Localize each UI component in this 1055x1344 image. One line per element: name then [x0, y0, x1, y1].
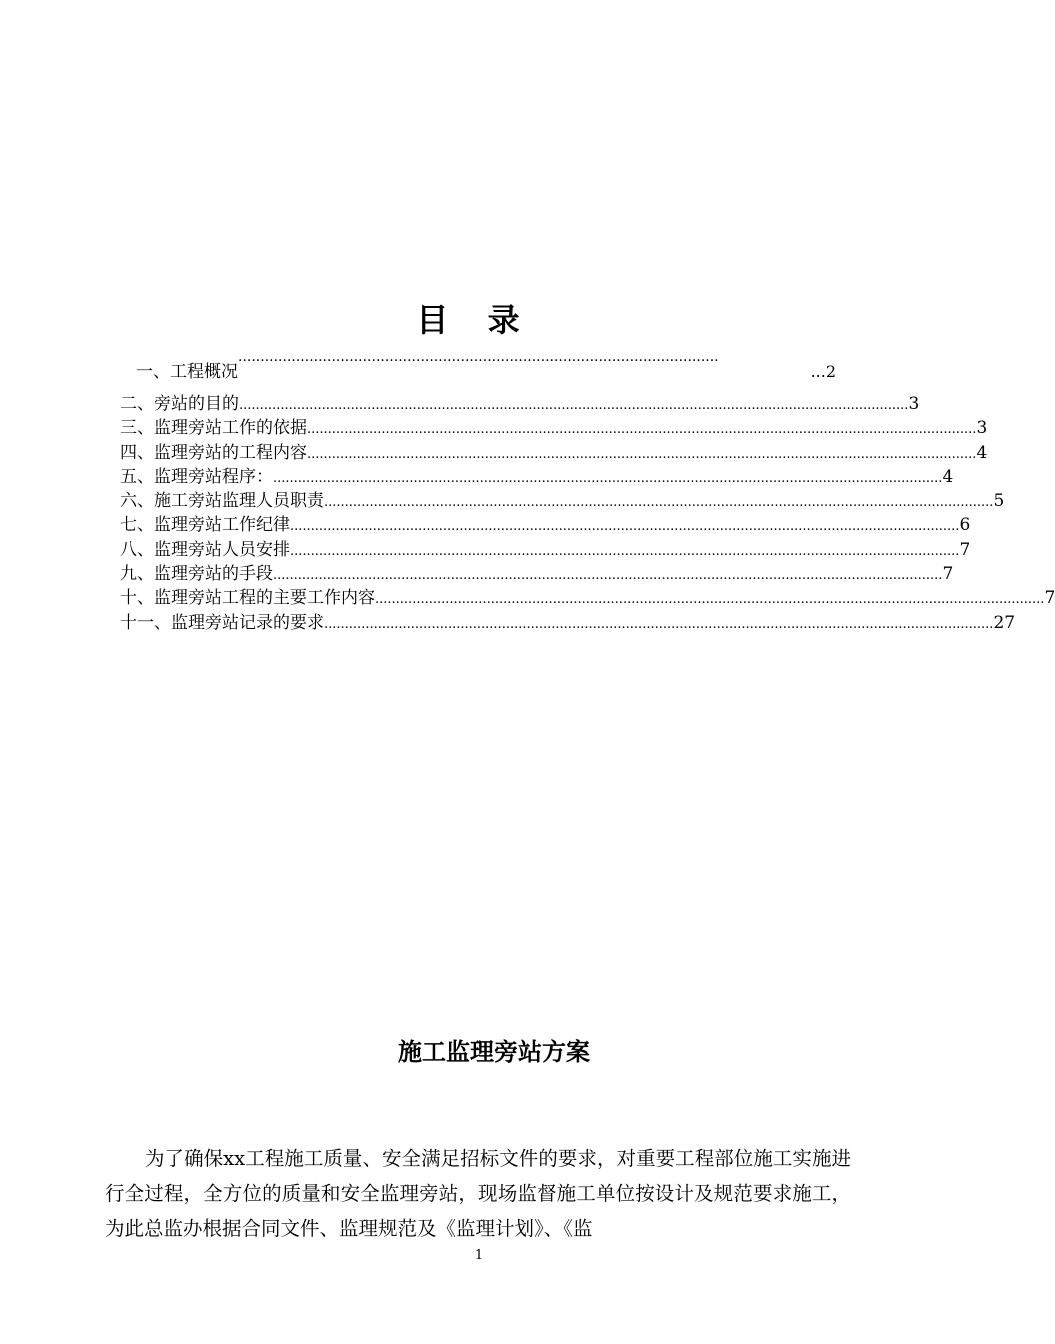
toc-item-page: ...2	[810, 362, 836, 381]
toc-item[interactable]	[120, 392, 920, 416]
toc-item-label: 一、工程概况	[136, 362, 238, 382]
toc-item[interactable]	[120, 416, 988, 440]
document-title: 施工监理旁站方案	[398, 1038, 590, 1066]
toc-item-page: 7	[1044, 588, 1055, 609]
toc-item[interactable]	[120, 611, 1016, 635]
toc-leader-dots: ..................................................................................................................................................................	[324, 495, 994, 511]
toc-item[interactable]	[120, 562, 954, 586]
toc-item-page: 4	[942, 466, 954, 487]
toc-leader-dots: ..................................................................................................................................................................	[307, 422, 977, 438]
toc-item[interactable]	[136, 352, 836, 382]
toc-item-label: 六、施工旁站监理人员职责	[120, 491, 324, 512]
toc-leader-dots: ..................................................................................................................................................................	[239, 398, 909, 413]
toc-item-label: 四、监理旁站的工程内容	[120, 442, 307, 463]
toc-leader-dots: ..................................................................................................................................................................	[307, 446, 977, 462]
toc-item[interactable]	[120, 441, 988, 465]
toc-item[interactable]	[120, 586, 1055, 610]
toc-leader-dots: ..................................................................................................................................................................	[375, 592, 1045, 608]
toc-leader-dots: ..................................................................................................................................................................	[273, 568, 943, 584]
toc-item-page: 5	[993, 491, 1005, 512]
toc-leader-dots: ..................................................................................................................................................................	[273, 470, 943, 486]
toc-item[interactable]	[120, 538, 971, 562]
toc-list	[120, 392, 1055, 635]
toc-item-label: 七、监理旁站工作纪律	[120, 515, 290, 536]
toc-item[interactable]	[120, 489, 1005, 513]
toc-title: 目 录	[416, 301, 534, 339]
toc-item-page: 6	[959, 515, 971, 536]
toc-item-label: 十一、监理旁站记录的要求	[120, 612, 324, 633]
toc-item-label: 八、监理旁站人员安排	[120, 539, 290, 560]
toc-item-page: 27	[993, 612, 1016, 633]
toc-item-label: 三、监理旁站工作的依据	[120, 418, 307, 439]
page-number: 1	[474, 1248, 484, 1263]
toc-leader-dots: ..................................................................................................................................................................	[290, 543, 960, 559]
toc-item-label: 二、旁站的目的	[120, 394, 239, 414]
toc-item[interactable]	[120, 513, 971, 537]
toc-item[interactable]	[120, 465, 954, 489]
toc-leader-dots: ..................................................................................................................................................................	[290, 519, 960, 535]
toc-item-page: 3	[976, 418, 988, 439]
toc-item-page: 4	[976, 442, 988, 463]
toc-item-page: 7	[959, 539, 971, 560]
toc-item-page: 3	[908, 394, 920, 414]
toc-item-label: 九、监理旁站的手段	[120, 564, 273, 585]
toc-leader-dots: ············································································································	[238, 353, 719, 369]
toc-item-page: 7	[942, 564, 954, 585]
toc-item-label: 五、监理旁站程序：	[120, 466, 273, 487]
body-paragraph: 为了确保xx工程施工质量、安全满足招标文件的要求，对重要工程部位施工实施进行全过程，全方位的质量和安全监理旁站，现场监督施工单位按设计及规范要求施工，为此总监办根据合同文件、监理规范及《监理计划》、《监	[105, 1146, 851, 1240]
toc-item-label: 十、监理旁站工程的主要工作内容	[120, 588, 375, 609]
toc-leader-dots: ..................................................................................................................................................................	[324, 616, 994, 632]
